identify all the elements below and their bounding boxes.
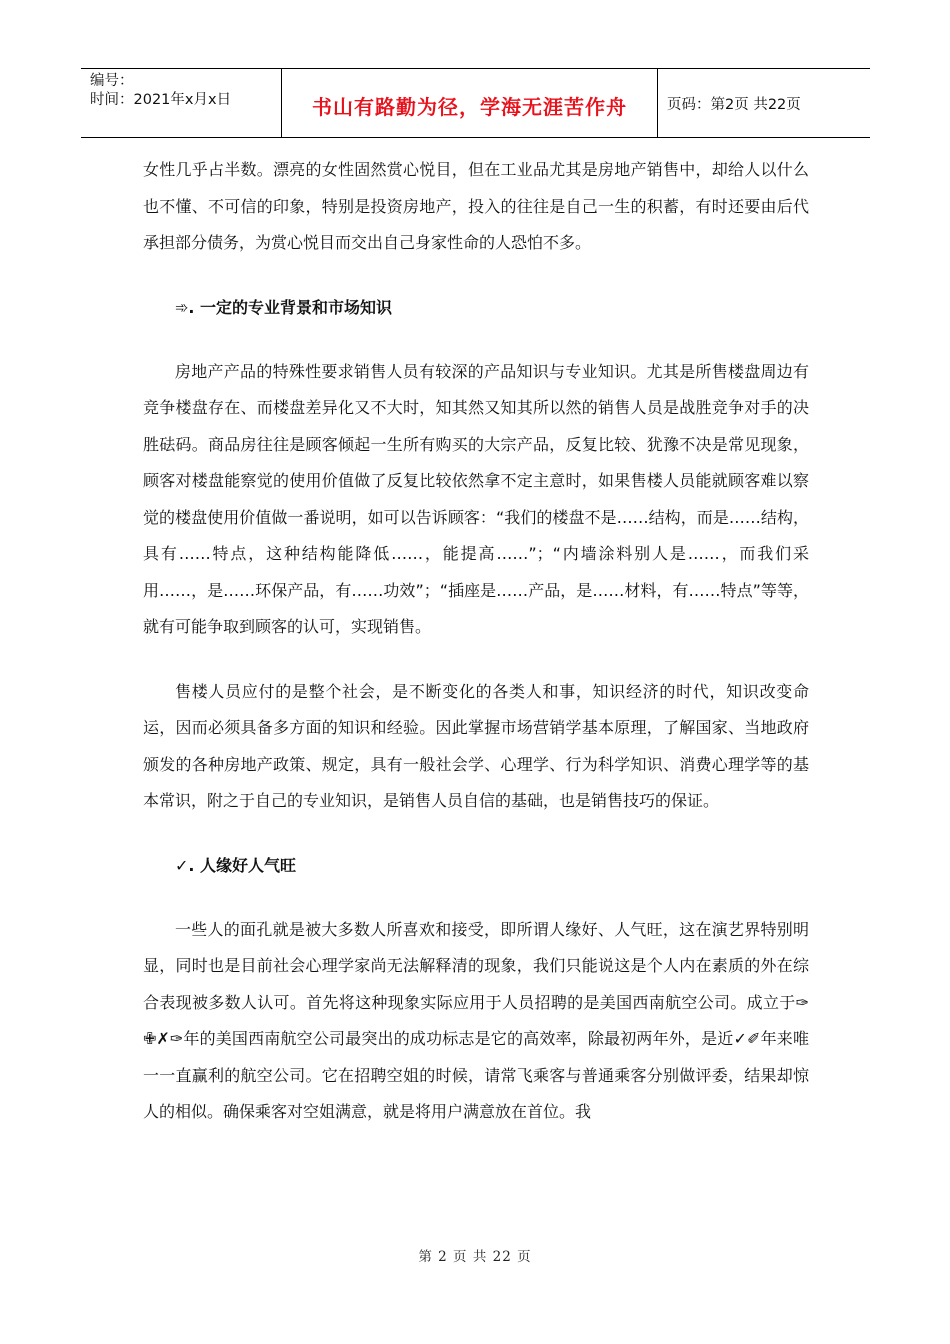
section-heading-professional-knowledge: ➾. 一定的专业背景和市场知识 xyxy=(175,297,393,317)
paragraph-continuation: 女性几乎占半数。漂亮的女性固然赏心悦目，但在工业品尤其是房地产销售中，却给人以什么也不懂、不可信的印象，特别是投资房地产，投入的往往是自己一生的积蓄，有时还要由后代承担部分债务，为赏心悦目而交出自己身家性命的人恐怕不多。 xyxy=(143,160,809,252)
page-footer: 第 2 页 共 22 页 xyxy=(418,1249,532,1265)
header-meta-cell xyxy=(81,69,282,137)
header-page-cell xyxy=(658,69,870,137)
header-page-info: 页码：第2页 共22页 xyxy=(667,96,801,113)
document-header xyxy=(81,68,870,138)
document-number-label: 编号： xyxy=(90,73,134,89)
document-time-label: 时间：2021年x月x日 xyxy=(90,92,232,108)
paragraph-social-knowledge: 售楼人员应付的是整个社会，是不断变化的各类人和事，知识经济的时代，知识改变命运，因而必须具备多方面的知识和经验。因此掌握市场营销学基本原理，了解国家、当地政府颁发的各种房地产政策、规定，具有一般社会学、心理学、行为科学知识、消费心理学等的基本常识，附之于自己的专业知识，是销售人员自信的基础，也是销售技巧的保证。 xyxy=(143,681,809,810)
paragraph-popularity: 一些人的面孔就是被大多数人所喜欢和接受，即所谓人缘好、人气旺，这在演艺界特别明显，同时也是目前社会心理学家尚无法解释清的现象，我们只能说这是个人内在素质的外在综合表现被多数人认可。首先将这种现象实际应用于人员招聘的是美国西南航空公司。成立于✑✙✗✑年的美国西南航空公司最突出的成功标志是它的高效率，除最初两年外，是近✓✐年来唯一一直赢利的航空公司。它在招聘空姐的时候，请常飞乘客与普通乘客分别做评委，结果却惊人的相似。确保乘客对空姐满意，就是将用户满意放在首位。我 xyxy=(143,919,809,1121)
section-heading-popularity: ✓. 人缘好人气旺 xyxy=(175,855,297,875)
header-motto: 书山有路勤为径，学海无涯苦作舟 xyxy=(312,94,627,119)
document-body xyxy=(143,152,809,1159)
paragraph-product-knowledge: 房地产产品的特殊性要求销售人员有较深的产品知识与专业知识。尤其是所售楼盘周边有竞争楼盘存在、而楼盘差异化又不大时，知其然又知其所以然的销售人员是战胜竞争对手的决胜砝码。商品房往往是顾客倾起一生所有购买的大宗产品，反复比较、犹豫不决是常见现象，顾客对楼盘能察觉的使用价值做了反复比较依然拿不定主意时，如果售楼人员能就顾客难以察觉的楼盘使用价值做一番说明，如可以告诉顾客：“我们的楼盘不是……结构，而是……结构，具有……特点，这种结构能降低……，能提高……”；“内墙涂料别人是……，而我们采用……，是……环保产品，有……功效”；“插座是……产品，是……材料，有……特点”等等，就有可能争取到顾客的认可，实现销售。 xyxy=(143,361,809,636)
header-motto-cell xyxy=(282,69,658,137)
